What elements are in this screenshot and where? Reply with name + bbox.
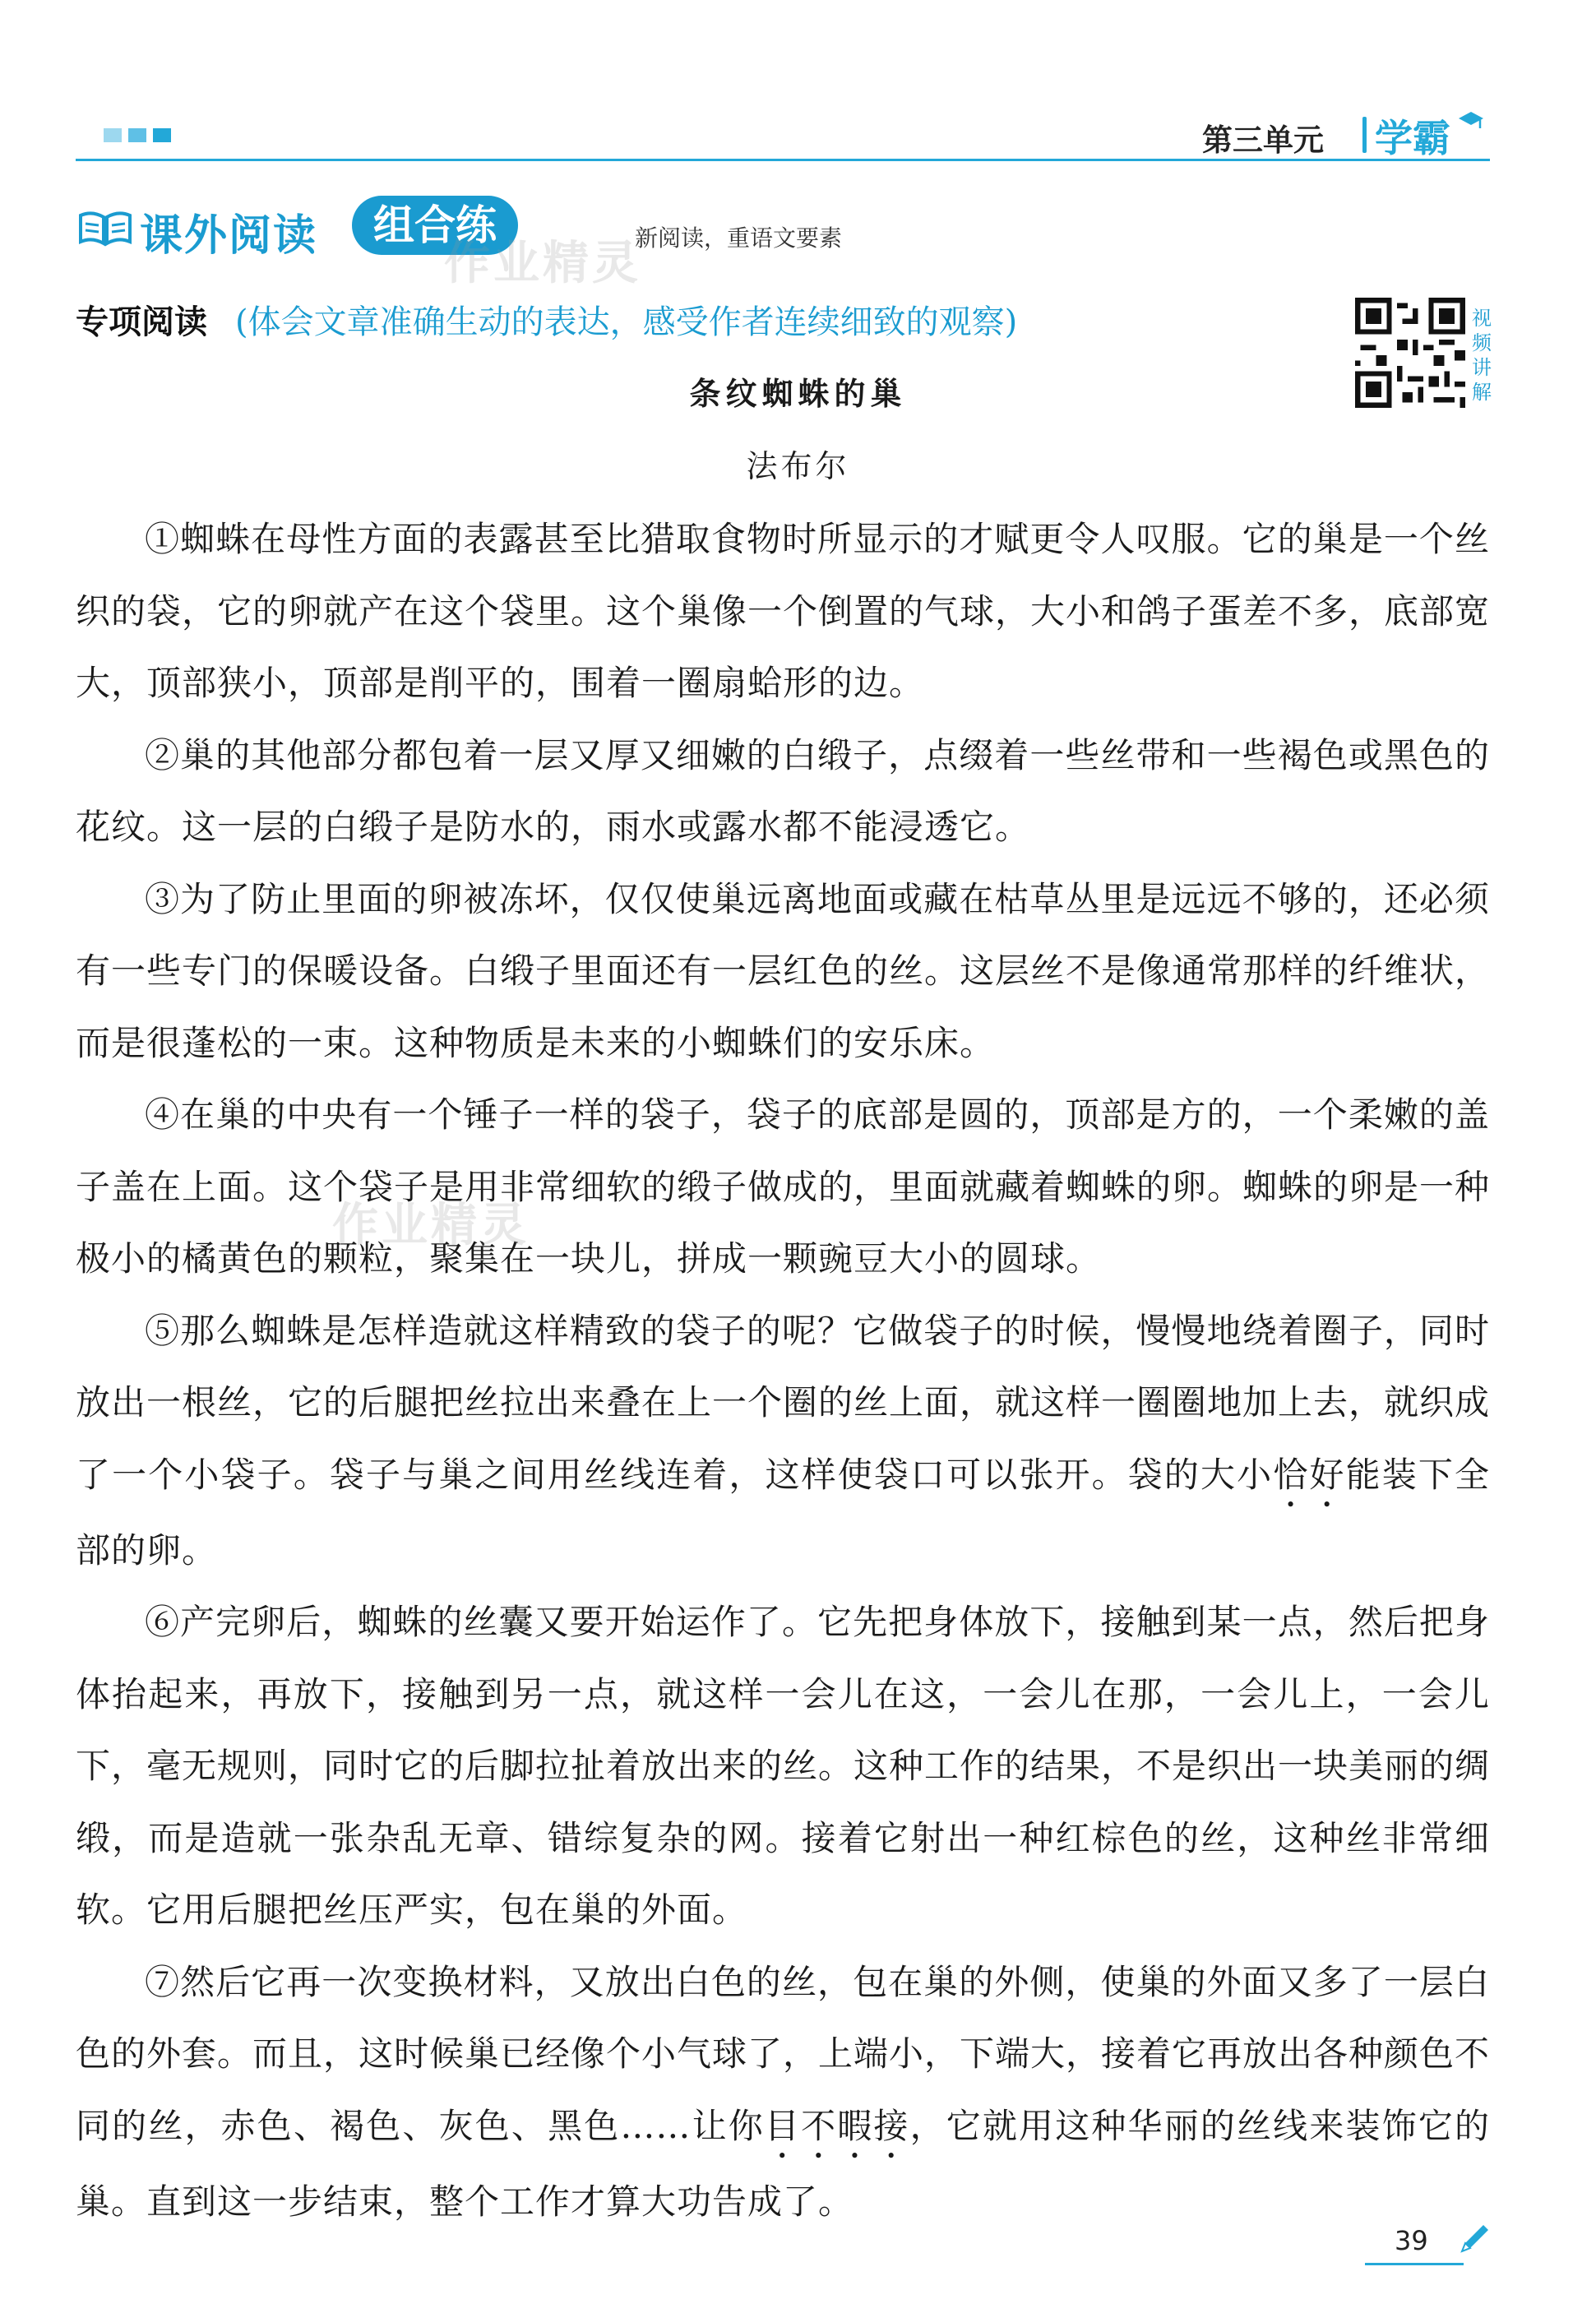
paragraph-7: ⑦然后它再一次变换材料，又放出白色的丝，包在巢的外侧，使巢的外面又多了一层白色的外套。而且，这时候巢已经像个小气球了，上端小，下端大，接着它再放出各种颜色不同的丝，赤色、褐色、灰色、黑色……让你目不暇接，它就用这种华丽的丝线来装饰它的巢。直到这一步结束，整个工作才算大功告成了。: [76, 1961, 1491, 2222]
paragraph-1: ①蜘蛛在母性方面的表露甚至比猎取食物时所显示的才赋更令人叹服。它的巢是一个丝织的袋，它的卵就产在这个袋里。这个巢像一个倒置的气球，大小和鸽子蛋差不多，底部宽大，顶部狭小，顶部是削平的，围着一圈扇蛤形的边。: [76, 519, 1491, 703]
qr-label: 视频讲解: [1472, 307, 1492, 404]
graduation-cap-icon: [1457, 107, 1485, 135]
section-title: 课外阅读: [140, 211, 318, 261]
header-decoration: [104, 128, 171, 142]
special-reading-note: (体会文章准确生动的表达，感受作者连续细致的观察): [235, 303, 1018, 341]
article-body: [76, 503, 1490, 2237]
special-reading-label: 专项阅读: [76, 303, 207, 341]
open-book-icon: [76, 207, 135, 250]
paragraph-3: ③为了防止里面的卵被冻坏，仅仅使巢远离地面或藏在枯草丛里是远远不够的，还必须有一些专门的保暖设备。白缎子里面还有一层红色的丝。这层丝不是像通常那样的纤维状，而是很蓬松的一束。这种物质是未来的小蜘蛛们的安乐床。: [76, 878, 1491, 1063]
article-author: 法布尔: [746, 448, 850, 484]
page-number: 39: [1395, 2225, 1428, 2256]
footer-rule: [1365, 2263, 1464, 2265]
emphasized-word: 目不暇接: [764, 2105, 910, 2146]
section-badge: 组合练: [352, 196, 518, 255]
article-title: 条纹蜘蛛的巢: [689, 375, 907, 412]
section-subtitle: 新阅读，重语文要素: [635, 224, 843, 252]
paragraph-5: ⑤那么蜘蛛是怎样造就这样精致的袋子的呢？它做袋子的时候，慢慢地绕着圈子，同时放出一根丝，它的后腿把丝拉出来叠在上一个圈的丝上面，就这样一圈圈地加上去，就织成了一个小袋子。袋子与巢之间用丝线连着，这样使袋口可以张开。袋的大小恰好能装下全部的卵。: [76, 1310, 1491, 1571]
watermark: 作业精灵: [332, 1199, 530, 1252]
watermark: 作业精灵: [444, 237, 641, 290]
header-divider: [1362, 117, 1367, 153]
unit-label: 第三单元: [1202, 123, 1324, 158]
paragraph-2: ②巢的其他部分都包着一层又厚又细嫩的白缎子，点缀着一些丝带和一些褐色或黑色的花纹。这一层的白缎子是防水的，雨水或露水都不能浸透它。: [76, 734, 1490, 847]
brand-logo: 学霸: [1375, 116, 1450, 160]
pencil-icon: [1455, 2220, 1493, 2258]
paragraph-6: ⑥产完卵后，蜘蛛的丝囊又要开始运作了。它先把身体放下，接触到某一点，然后把身体抬起来，再放下，接触到另一点，就这样一会儿在这，一会儿在那，一会儿上，一会儿下，毫无规则，同时它的后脚拉扯着放出来的丝。这种工作的结果，不是织出一块美丽的绸缎，而是造就一张杂乱无章、错综复杂的网。接着它射出一种红棕色的丝，这种丝非常细软。它用后腿把丝压严实，包在巢的外面。: [76, 1602, 1491, 1930]
emphasized-word: 恰好: [1273, 1454, 1346, 1495]
paragraph-4: ④在巢的中央有一个锤子一样的袋子，袋子的底部是圆的，顶部是方的，一个柔嫩的盖子盖在上面。这个袋子是用非常细软的缎子做成的，里面就藏着蜘蛛的卵。蜘蛛的卵是一种极小的橘黄色的颗粒，聚集在一块儿，拼成一颗豌豆大小的圆球。: [76, 1094, 1491, 1279]
